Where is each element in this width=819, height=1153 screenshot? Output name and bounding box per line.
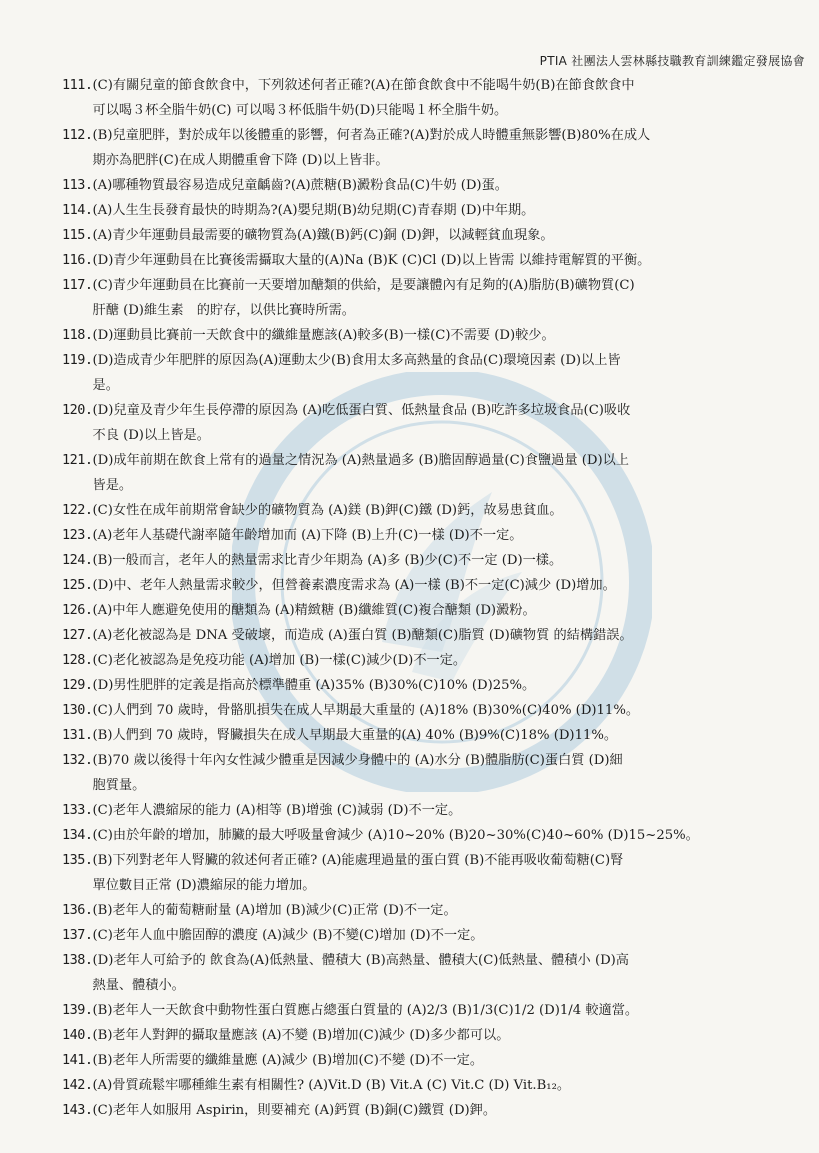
question-number: 134. <box>62 827 93 843</box>
question-number: 141. <box>62 1052 93 1068</box>
question-item <box>62 573 792 598</box>
question-text <box>93 573 792 598</box>
question-line: 期亦為肥胖(C)在成人期體重會下降 (D)以上皆非。 <box>92 153 389 168</box>
question-number: 131. <box>62 727 93 743</box>
question-item <box>62 1073 792 1098</box>
question-text <box>93 823 792 848</box>
question-item <box>62 348 792 398</box>
question-number: 113. <box>62 177 93 193</box>
question-number: 117. <box>62 277 93 293</box>
page-header: PTIA 社團法人雲林縣技職教育訓練鑑定發展協會 <box>539 54 805 68</box>
question-text <box>93 273 792 323</box>
question-number: 115. <box>62 227 93 243</box>
question-line: (B)老年人一天飲食中動物性蛋白質應占總蛋白質量的 (A)2/3 (B)1/3(C)1/2 (D)1/4 較適當。 <box>92 1003 639 1018</box>
question-line: (C)老年人血中膽固醇的濃度 (A)減少 (B)不變(C)增加 (D)不一定。 <box>92 928 484 943</box>
question-line: (D)老年人可給予的 飲食為(A)低熱量、體積大 (B)高熱量、體積大(C)低熱量、體積小 (D)高 <box>92 953 629 968</box>
question-number: 123. <box>62 527 93 543</box>
question-line: (C)由於年齡的增加，肺臟的最大呼吸量會減少 (A)10~20% (B)20~30%(C)40~60% (D)15~25%。 <box>92 828 699 843</box>
question-line: 不良 (D)以上皆是。 <box>92 428 210 443</box>
question-text <box>93 173 792 198</box>
question-line: (D)造成青少年肥胖的原因為(A)運動太少(B)食用太多高熱量的食品(C)環境因素 (D)以上皆 <box>92 353 621 368</box>
question-line: (C)老化被認為是免疫功能 (A)增加 (B)一樣(C)減少(D)不一定。 <box>92 653 467 668</box>
question-number: 139. <box>62 1002 93 1018</box>
question-text <box>93 448 792 498</box>
question-item <box>62 648 792 673</box>
question-line: (C)老年人如服用 Aspirin，則要補充 (A)鈣質 (B)銅(C)鐵質 (D)鉀。 <box>92 1103 497 1118</box>
question-item <box>62 823 792 848</box>
question-line: 熱量、體積小。 <box>92 978 185 993</box>
question-item <box>62 398 792 448</box>
question-text <box>93 623 792 648</box>
question-text <box>93 848 792 898</box>
question-text <box>93 248 792 273</box>
question-line: (C)女性在成年前期常會缺少的礦物質為 (A)鎂 (B)鉀(C)鐵 (D)鈣，故易患貧血。 <box>92 503 563 518</box>
question-number: 120. <box>62 402 93 418</box>
question-item <box>62 223 792 248</box>
question-number: 130. <box>62 702 93 718</box>
question-text <box>93 348 792 398</box>
question-number: 132. <box>62 752 93 768</box>
question-list <box>62 73 792 1123</box>
question-line: (C)老年人濃縮尿的能力 (A)相等 (B)增強 (C)減弱 (D)不一定。 <box>92 803 462 818</box>
question-line: (B)老年人的葡萄糖耐量 (A)增加 (B)減少(C)正常 (D)不一定。 <box>92 903 457 918</box>
question-number: 114. <box>62 202 93 218</box>
question-line: (A)青少年運動員最需要的礦物質為(A)鐵(B)鈣(C)銅 (D)鉀，以減輕貧血現象。 <box>92 228 554 243</box>
question-line: (A)老年人基礎代謝率隨年齡增加而 (A)下降 (B)上升(C)一樣 (D)不一定。 <box>92 528 523 543</box>
question-text <box>93 198 792 223</box>
question-number: 127. <box>62 627 93 643</box>
question-item <box>62 1048 792 1073</box>
question-text <box>93 1048 792 1073</box>
question-number: 138. <box>62 952 93 968</box>
question-item <box>62 498 792 523</box>
question-line: 胞質量。 <box>92 778 146 793</box>
question-line: (A)哪種物質最容易造成兒童齲齒?(A)蔗糖(B)澱粉食品(C)牛奶 (D)蛋。 <box>92 178 508 193</box>
question-number: 140. <box>62 1027 93 1043</box>
question-line: (C)青少年運動員在比賽前一天要增加醣類的供給，是要讓體內有足夠的(A)脂肪(B)礦物質(C) <box>92 278 635 293</box>
question-number: 116. <box>62 252 93 268</box>
question-text <box>93 598 792 623</box>
question-line: (A)中年人應避免使用的醣類為 (A)精緻糖 (B)纖維質(C)複合醣類 (D)澱粉。 <box>92 603 536 618</box>
question-text <box>93 1098 792 1123</box>
question-line: (C)有關兒童的節食飲食中，下列敘述何者正確?(A)在節食飲食中不能喝牛奶(B)在節食飲食中 <box>92 78 635 93</box>
question-number: 137. <box>62 927 93 943</box>
question-line: 肝醣 (D)維生素 的貯存，以供比賽時所需。 <box>92 303 355 318</box>
question-text <box>93 898 792 923</box>
question-item <box>62 798 792 823</box>
question-item <box>62 723 792 748</box>
question-text <box>93 123 792 173</box>
question-item <box>62 248 792 273</box>
question-line: 皆是。 <box>92 478 133 493</box>
question-item <box>62 523 792 548</box>
question-number: 122. <box>62 502 93 518</box>
question-text <box>93 398 792 448</box>
question-item <box>62 1023 792 1048</box>
question-number: 129. <box>62 677 93 693</box>
question-text <box>93 73 792 123</box>
question-text <box>93 673 792 698</box>
question-line: (B)下列對老年人腎臟的敘述何者正確? (A)能處理過量的蛋白質 (B)不能再吸收葡萄糖(C)腎 <box>92 853 624 868</box>
question-number: 124. <box>62 552 93 568</box>
question-number: 133. <box>62 802 93 818</box>
question-text <box>93 948 792 998</box>
question-line: (D)中、老年人熱量需求較少，但營養素濃度需求為 (A)一樣 (B)不一定(C)減少 (D)增加。 <box>92 578 616 593</box>
question-line: (B)70 歲以後得十年內女性減少體重是因減少身體中的 (A)水分 (B)體脂肪(C)蛋白質 (D)細 <box>92 753 623 768</box>
question-number: 143. <box>62 1102 93 1118</box>
question-number: 125. <box>62 577 93 593</box>
question-text <box>93 798 792 823</box>
question-item <box>62 673 792 698</box>
question-number: 118. <box>62 327 93 343</box>
question-line: (B)一般而言，老年人的熱量需求比青少年期為 (A)多 (B)少(C)不一定 (D)一樣。 <box>92 553 563 568</box>
question-item <box>62 273 792 323</box>
question-item <box>62 73 792 123</box>
question-item <box>62 123 792 173</box>
question-number: 126. <box>62 602 93 618</box>
question-text <box>93 648 792 673</box>
question-number: 128. <box>62 652 93 668</box>
question-item <box>62 748 792 798</box>
question-number: 135. <box>62 852 93 868</box>
question-text <box>93 223 792 248</box>
question-line: (D)兒童及青少年生長停滯的原因為 (A)吃低蛋白質、低熱量食品 (B)吃許多垃圾食品(C)吸收 <box>92 403 631 418</box>
question-number: 142. <box>62 1077 93 1093</box>
question-line: 單位數目正常 (D)濃縮尿的能力增加。 <box>92 878 316 893</box>
question-text <box>93 923 792 948</box>
question-text <box>93 1073 792 1098</box>
question-item <box>62 548 792 573</box>
question-line: (B)老年人對鉀的攝取量應該 (A)不變 (B)增加(C)減少 (D)多少都可以。 <box>92 1028 510 1043</box>
question-number: 136. <box>62 902 93 918</box>
question-item <box>62 173 792 198</box>
question-line: (B)兒童肥胖，對於成年以後體重的影響，何者為正確?(A)對於成人時體重無影響(B)80%在成人 <box>92 128 651 143</box>
question-line: 可以喝３杯全脂牛奶(C) 可以喝３杯低脂牛奶(D)只能喝１杯全脂牛奶。 <box>92 103 508 118</box>
question-text <box>93 723 792 748</box>
question-text <box>93 498 792 523</box>
question-item <box>62 323 792 348</box>
question-line: (B)老年人所需要的纖維量應 (A)減少 (B)增加(C)不變 (D)不一定。 <box>92 1053 484 1068</box>
question-item <box>62 848 792 898</box>
question-text <box>93 698 792 723</box>
question-text <box>93 1023 792 1048</box>
question-line: (A)老化被認為是 DNA 受破壞，而造成 (A)蛋白質 (B)醣類(C)脂質 (D)礦物質 的結構錯誤。 <box>92 628 633 643</box>
question-text <box>93 748 792 798</box>
question-line: (D)成年前期在飲食上常有的過量之情況為 (A)熱量過多 (B)膽固醇過量(C)食鹽過量 (D)以上 <box>92 453 629 468</box>
question-line: (A)人生生長發育最快的時期為?(A)嬰兒期(B)幼兒期(C)青春期 (D)中年期。 <box>92 203 535 218</box>
question-item <box>62 1098 792 1123</box>
question-item <box>62 623 792 648</box>
question-item <box>62 923 792 948</box>
question-item <box>62 948 792 998</box>
question-text <box>93 523 792 548</box>
question-item <box>62 448 792 498</box>
question-line: (B)人們到 70 歲時，腎臟損失在成人早期最大重量的(A) 40% (B)9%(C)18% (D)11%。 <box>92 728 618 743</box>
question-line: (D)運動員比賽前一天飲食中的纖維量應該(A)較多(B)一樣(C)不需要 (D)較少。 <box>92 328 555 343</box>
question-number: 111. <box>62 77 93 93</box>
question-text <box>93 323 792 348</box>
question-text <box>93 548 792 573</box>
question-item <box>62 898 792 923</box>
question-text <box>93 998 792 1023</box>
question-line: 是。 <box>92 378 119 393</box>
question-line: (C)人們到 70 歲時，骨骼肌損失在成人早期最大重量的 (A)18% (B)30%(C)40% (D)11%。 <box>92 703 640 718</box>
question-number: 119. <box>62 352 93 368</box>
question-line: (D)男性肥胖的定義是指高於標準體重 (A)35% (B)30%(C)10% (D)25%。 <box>92 678 536 693</box>
question-item <box>62 698 792 723</box>
question-item <box>62 198 792 223</box>
question-line: (D)青少年運動員在比賽後需攝取大量的(A)Na (B)K (C)Cl (D)以上皆需 以維持電解質的平衡。 <box>92 253 651 268</box>
question-number: 112. <box>62 127 93 143</box>
question-number: 121. <box>62 452 93 468</box>
question-line: (A)骨質疏鬆牢哪種維生素有相關性? (A)Vit.D (B) Vit.A (C) Vit.C (D) Vit.B₁₂。 <box>92 1078 571 1093</box>
question-item <box>62 598 792 623</box>
question-item <box>62 998 792 1023</box>
